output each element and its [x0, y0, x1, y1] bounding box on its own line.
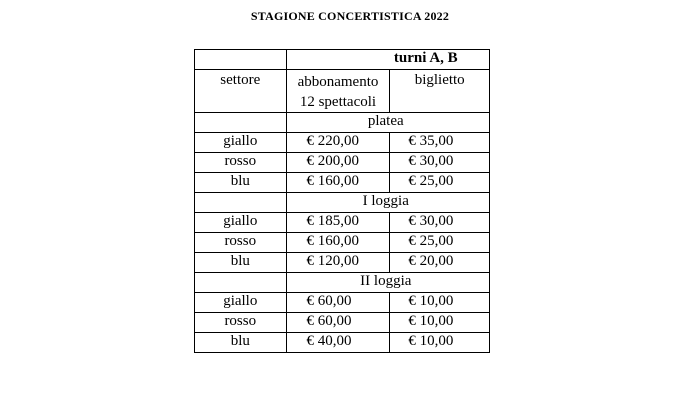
sector-name-cell: blu	[195, 173, 287, 193]
sector-name-cell: rosso	[195, 313, 287, 333]
ticket-price-cell: € 25,00	[390, 173, 490, 193]
sector-name-cell: giallo	[195, 213, 287, 233]
section-row	[195, 273, 490, 293]
column-header-row	[195, 70, 490, 113]
ticket-price-cell: € 25,00	[390, 233, 490, 253]
section-empty-cell	[195, 113, 287, 133]
section-empty-cell	[195, 193, 287, 213]
table-row	[195, 133, 490, 153]
ticket-price-cell: € 30,00	[390, 213, 490, 233]
subscription-price-cell: € 60,00	[286, 293, 390, 313]
sector-name-cell: rosso	[195, 153, 287, 173]
column-header-biglietto: biglietto	[390, 70, 490, 113]
table-row	[195, 293, 490, 313]
ticket-price-cell: € 35,00	[390, 133, 490, 153]
subscription-price-cell: € 200,00	[286, 153, 390, 173]
ticket-price-cell: € 10,00	[390, 333, 490, 353]
table-row	[195, 173, 490, 193]
ticket-price-cell: € 20,00	[390, 253, 490, 273]
subscription-price-cell: € 160,00	[286, 173, 390, 193]
section-title: I loggia	[286, 193, 489, 213]
table-row	[195, 213, 490, 233]
ticket-price-cell: € 10,00	[390, 293, 490, 313]
price-table	[194, 49, 490, 353]
ticket-price-cell: € 10,00	[390, 313, 490, 333]
subscription-price-cell: € 40,00	[286, 333, 390, 353]
subscription-price-cell: € 60,00	[286, 313, 390, 333]
price-table-body	[195, 50, 490, 353]
section-empty-cell	[195, 273, 287, 293]
sector-name-cell: blu	[195, 333, 287, 353]
subscription-price-cell: € 220,00	[286, 133, 390, 153]
table-row	[195, 153, 490, 173]
ticket-price-cell: € 30,00	[390, 153, 490, 173]
table-row	[195, 253, 490, 273]
column-header-abbonamento	[286, 70, 390, 113]
section-row	[195, 113, 490, 133]
subscription-price-cell: € 185,00	[286, 213, 390, 233]
section-title: II loggia	[286, 273, 489, 293]
table-row	[195, 313, 490, 333]
sector-name-cell: giallo	[195, 133, 287, 153]
sector-name-cell: giallo	[195, 293, 287, 313]
subscription-price-cell: € 160,00	[286, 233, 390, 253]
group-header-empty-cell	[195, 50, 287, 70]
sector-name-cell: blu	[195, 253, 287, 273]
group-header-cell: turni A, B	[286, 50, 489, 70]
table-row	[195, 233, 490, 253]
section-row	[195, 193, 490, 213]
document-title: STAGIONE CONCERTISTICA 2022	[250, 9, 450, 23]
subscription-price-cell: € 120,00	[286, 253, 390, 273]
group-header-row	[195, 50, 490, 70]
sector-name-cell: rosso	[195, 233, 287, 253]
section-title: platea	[286, 113, 489, 133]
column-header-abbonamento-line2: 12 spettacoli	[299, 94, 377, 110]
column-header-abbonamento-line1: abbonamento	[297, 74, 379, 90]
table-row	[195, 333, 490, 353]
column-header-settore: settore	[195, 70, 287, 113]
